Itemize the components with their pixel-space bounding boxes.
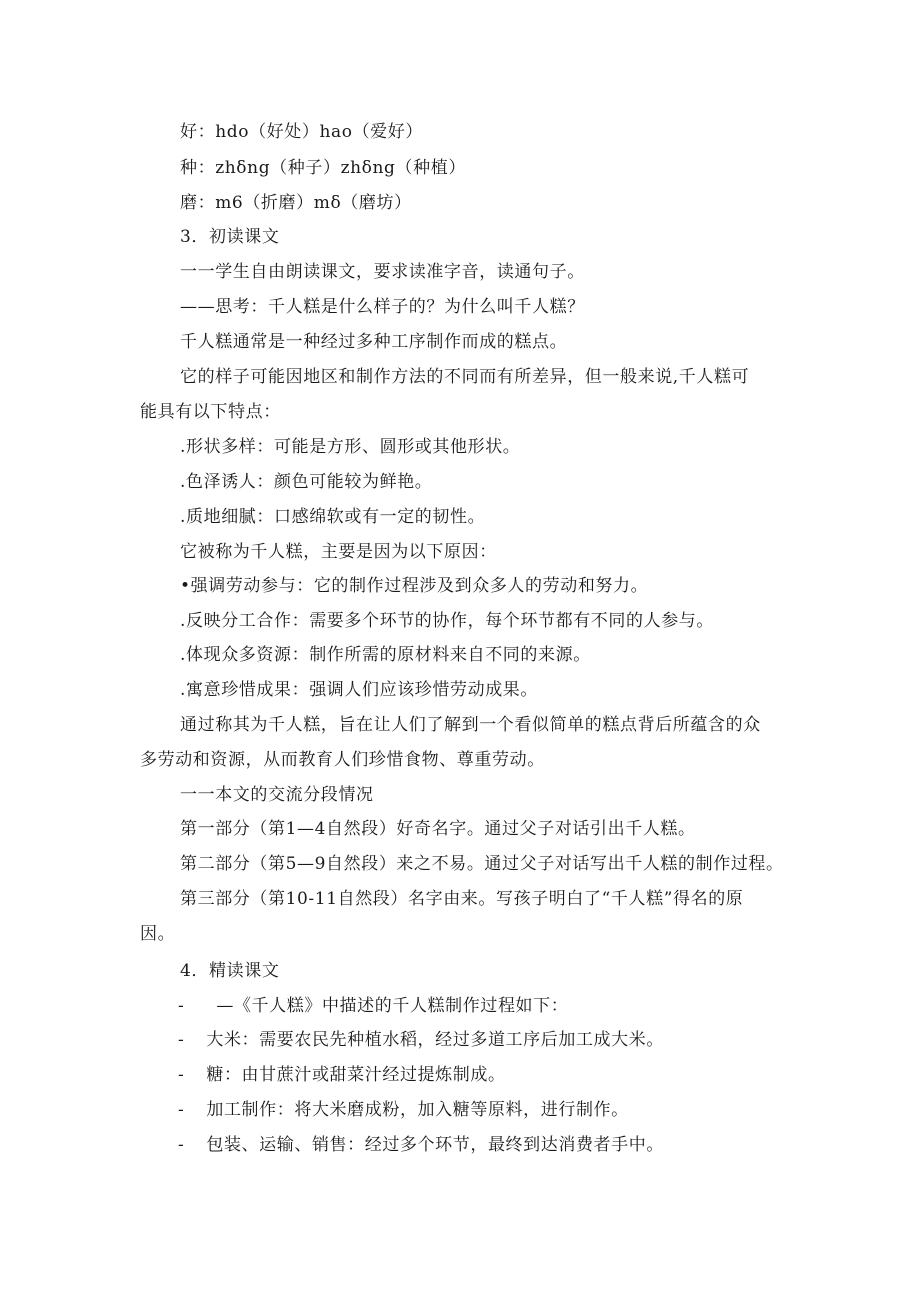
pinyin-line-hao: 好：hdo（好处）hao（爱好）	[180, 122, 423, 142]
process-item-text: 糖：由甘蔗汁或甜菜汁经过提炼制成。	[206, 1065, 506, 1085]
reason-item: .体现众多资源：制作所需的原材料来自不同的来源。	[180, 645, 591, 665]
part-item: 第三部分（第10-11自然段）名字由来。写孩子明白了“千人糕”得名的原	[180, 889, 744, 909]
feature-item: .质地细腻：口感绵软或有一定的韧性。	[180, 507, 486, 527]
section-3-heading: 3．初读课文	[180, 227, 280, 247]
reason-item: .寓意珍惜成果：强调人们应该珍惜劳动成果。	[180, 680, 539, 700]
pinyin-line-mo: 磨：m6（折磨）mδ（磨坊）	[180, 193, 412, 213]
process-item-text: 大米：需要农民先种植水稻，经过多道工序后加工成大米。	[206, 1030, 664, 1050]
reason-intro: 它被称为千人糕，主要是因为以下原因：	[180, 542, 497, 562]
process-item	[178, 1099, 629, 1121]
reason-item: .反映分工合作：需要多个环节的协作，每个环节都有不同的人参与。	[180, 611, 715, 631]
dash-marker: -	[178, 1065, 185, 1085]
process-intro-text: —《千人糕》中描述的千人糕制作过程如下：	[216, 996, 569, 1016]
features-paragraph-line-2: 能具有以下特点：	[140, 402, 281, 422]
segment-heading: 一一本文的交流分段情况	[180, 785, 374, 805]
part-item: 第二部分（第5—9自然段）来之不易。通过父子对话写出千人糕的制作过程。	[180, 854, 784, 874]
process-item	[178, 1064, 506, 1086]
process-item	[178, 1134, 664, 1156]
part-item-continuation: 因。	[140, 924, 176, 944]
read-task: 一一学生自由朗读课文，要求读准字音，读通句子。	[180, 262, 585, 282]
reason-item: •强调劳动参与：它的制作过程涉及到众多人的劳动和努力。	[180, 576, 649, 596]
pinyin-line-zhong: 种：zhδng（种子）zhδng（种植）	[180, 158, 466, 178]
intro-sentence: 千人糕通常是一种经过多种工序制作而成的糕点。	[180, 332, 568, 352]
process-intro	[178, 995, 568, 1017]
feature-item: .色泽诱人：颜色可能较为鲜艳。	[180, 472, 433, 492]
dash-marker: -	[178, 996, 185, 1016]
dash-marker: -	[178, 1100, 185, 1120]
dash-marker: -	[178, 1135, 185, 1155]
dash-marker: -	[178, 1030, 185, 1050]
part-item: 第一部分（第1—4自然段）好奇名字。通过父子对话引出千人糕。	[180, 819, 696, 839]
think-task: ——思考：千人糕是什么样子的？为什么叫千人糕？	[180, 297, 585, 317]
process-item-text: 加工制作：将大米磨成粉，加入糖等原料，进行制作。	[206, 1100, 629, 1120]
feature-item: .形状多样：可能是方形、圆形或其他形状。	[180, 437, 521, 457]
features-paragraph-line-1: 它的样子可能因地区和制作方法的不同而有所差异，但一般来说,千人糕可	[180, 367, 750, 387]
section-4-heading: 4．精读课文	[180, 961, 280, 981]
summary-line-1: 通过称其为千人糕，旨在让人们了解到一个看似简单的糕点背后所蕴含的众	[180, 715, 761, 735]
summary-line-2: 多劳动和资源，从而教育人们珍惜食物、尊重劳动。	[140, 750, 545, 770]
process-item	[178, 1029, 664, 1051]
process-item-text: 包装、运输、销售：经过多个环节，最终到达消费者手中。	[206, 1135, 664, 1155]
